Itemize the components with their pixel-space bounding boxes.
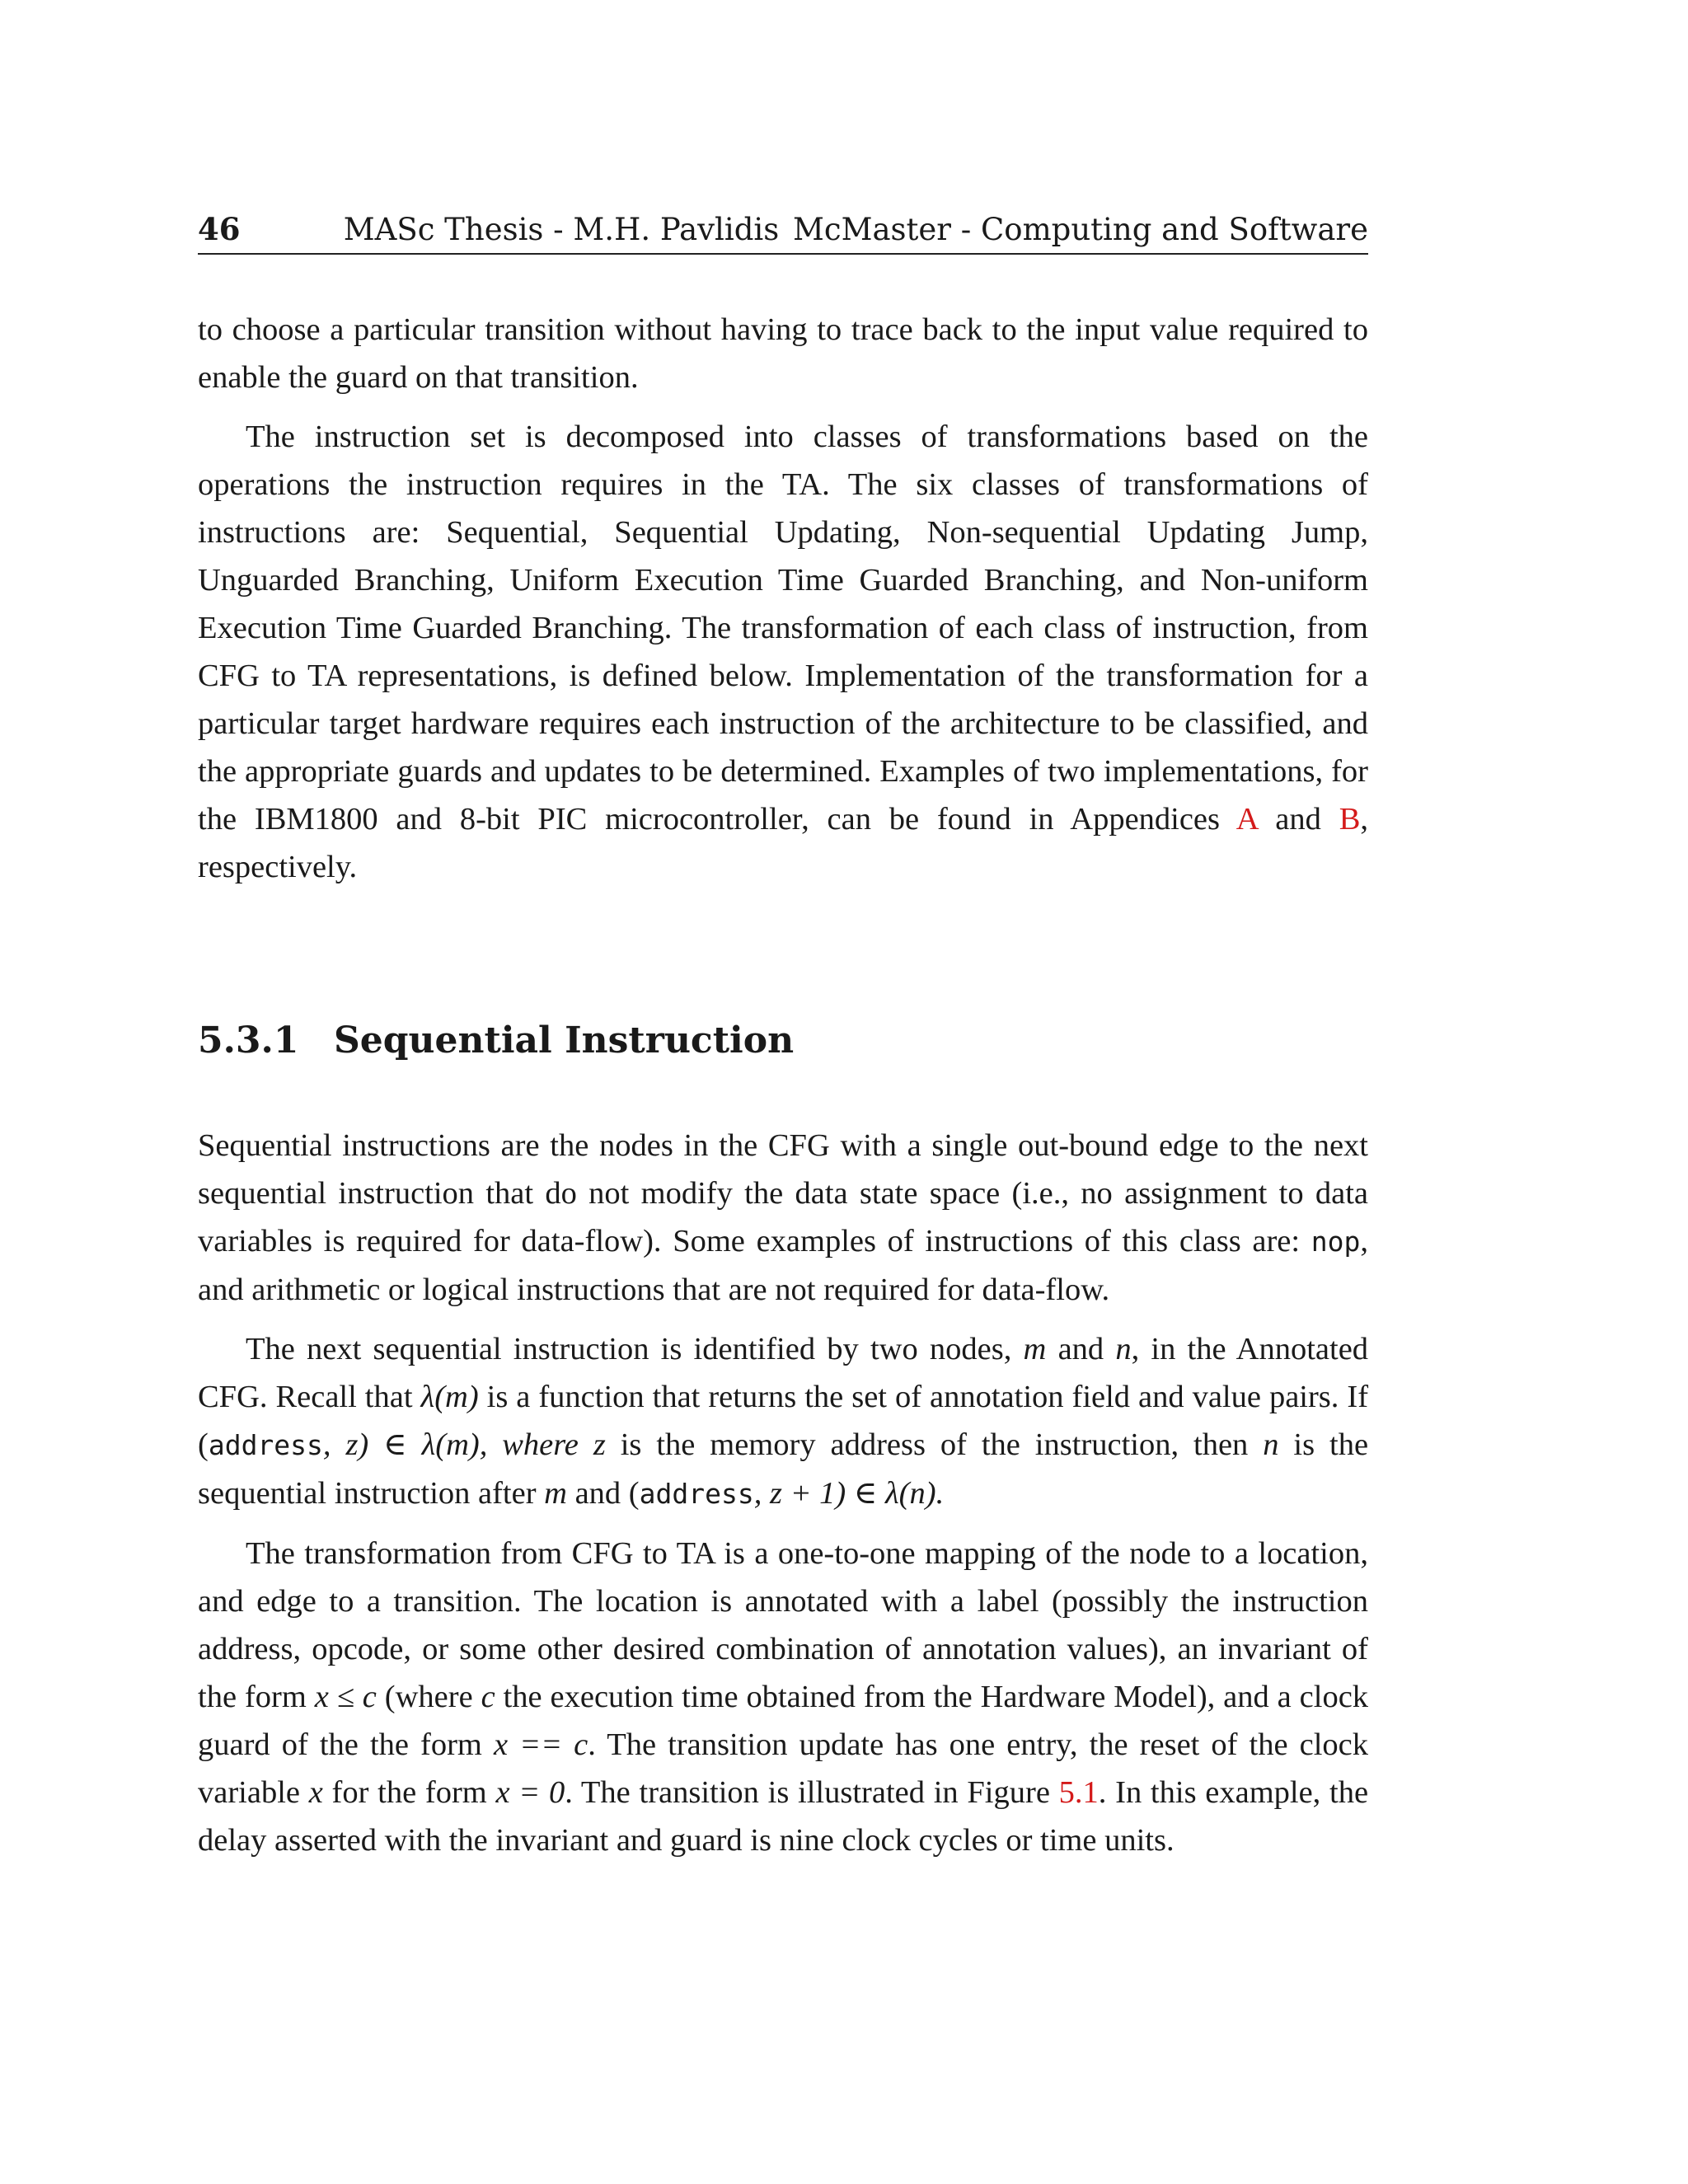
appendix-a-link[interactable]: A xyxy=(1236,802,1258,837)
section-heading xyxy=(198,1016,1368,1066)
body-text xyxy=(198,306,1368,1864)
section-number: 5.3.1 xyxy=(198,1019,299,1062)
code-nop: nop xyxy=(1311,1226,1361,1258)
header-title: MASc Thesis - M.H. Pavlidis xyxy=(343,212,780,247)
running-header xyxy=(198,206,1368,255)
code-address: address xyxy=(639,1478,754,1510)
figure-5-1-link[interactable]: 5.1 xyxy=(1058,1775,1099,1810)
section-title: Sequential Instruction xyxy=(334,1019,795,1062)
header-affiliation: McMaster - Computing and Software xyxy=(792,212,1368,247)
thesis-page xyxy=(198,206,1368,1876)
paragraph-transformation: The transformation from CFG to TA is a one-to-one mapping of the node to a location, and edge to a transition. The location is annotated with a label (possibly the instruction address, opcode, or some other desired combination of annotation values), an invariant of the form x ≤ c (where c the execution time obtained from the Hardware Model), and a clock guard of the the form x == c. The transition update has one entry, the reset of the clock variable x for the form x = 0. The transition is illustrated in Figure 5.1. In this example, the delay asserted with the invariant and guard is nine clock cycles or time units. xyxy=(198,1536,1369,1858)
appendix-b-link[interactable]: B xyxy=(1339,802,1361,837)
paragraph-continuation: to choose a particular transition without having to trace back to the input value required to enable the guard on that transition. xyxy=(198,312,1368,395)
paragraph-sequential-definition: Sequential instructions are the nodes in the CFG with a single out-bound edge to the next sequential instruction that do not modify the data state space (i.e., no assignment to data variables is required for data-flow). Some examples of instructions of this class are: nop, and arithmetic or logical instructions that are not required for data-flow. xyxy=(198,1128,1369,1307)
code-address: address xyxy=(208,1429,323,1461)
page-number: 46 xyxy=(198,211,241,247)
paragraph-next-instruction: The next sequential instruction is identified by two nodes, m and n, in the Annotated CFG. Recall that λ(m) is a function that returns the set of annotation field and value pairs. If (address, z) ∈ λ(m), where z is the memory address of the instruction, then n is the sequential instruction after m and (address, z + 1) ∈ λ(n). xyxy=(198,1332,1369,1511)
paragraph-instruction-classes: The instruction set is decomposed into classes of transformations based on the operations the instruction requires in the TA. The six classes of transformations of instructions are: Sequential, Sequential Updating, Non-sequential Updating Jump, Unguarded Branching, Uniform Execution Time Guarded Branching, and Non-uniform Execution Time Guarded Branching. The transformation of each class of instruction, from CFG to TA representations, is defined below. Implementation of the transformation for a particular target hardware requires each instruction of the architecture to be classified, and the appropriate guards and updates to be determined. Examples of two implementations, for the IBM1800 and 8-bit PIC microcontroller, can be found in Appendices A and B, respectively. xyxy=(198,419,1369,884)
